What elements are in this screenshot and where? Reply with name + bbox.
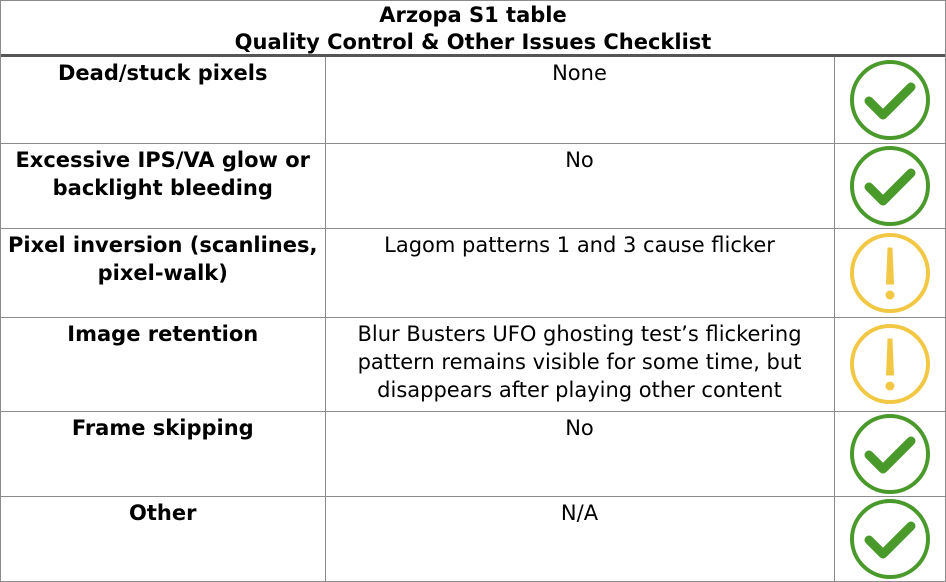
row-label: Excessive IPS/VA glow or backlight bleeding — [1, 143, 325, 228]
checkmark-circle-icon — [848, 497, 932, 581]
page-title: Arzopa S1 table — [379, 3, 567, 27]
row-status — [834, 228, 945, 317]
checkmark-circle-icon — [848, 144, 932, 228]
row-label: Frame skipping — [1, 411, 325, 496]
table-row — [1, 496, 945, 582]
row-label: Dead/stuck pixels — [1, 57, 325, 143]
page-subtitle: Quality Control & Other Issues Checklist — [234, 30, 712, 54]
table-row — [1, 411, 945, 496]
table-row — [1, 317, 945, 411]
row-label: Pixel inversion (scanlines, pixel-walk) — [1, 228, 325, 317]
checklist-table — [1, 57, 945, 582]
row-status — [834, 411, 945, 496]
row-value: No — [325, 411, 834, 496]
row-label: Image retention — [1, 317, 325, 411]
exclamation-circle-icon — [848, 231, 932, 315]
row-status — [834, 496, 945, 582]
checkmark-circle-icon — [848, 58, 932, 142]
row-label: Other — [1, 496, 325, 582]
row-status — [834, 57, 945, 143]
checkmark-circle-icon — [848, 412, 932, 496]
exclamation-circle-icon — [848, 322, 932, 406]
row-value: N/A — [325, 496, 834, 582]
row-status — [834, 317, 945, 411]
row-value: No — [325, 143, 834, 228]
table-row — [1, 143, 945, 228]
table-row — [1, 228, 945, 317]
row-value: None — [325, 57, 834, 143]
row-value: Lagom patterns 1 and 3 cause flicker — [325, 228, 834, 317]
row-value: Blur Busters UFO ghosting test’s flickering pattern remains visible for some time, but disappears after playing other content — [325, 317, 834, 411]
table-header — [1, 1, 945, 57]
table-row — [1, 57, 945, 143]
row-status — [834, 143, 945, 228]
